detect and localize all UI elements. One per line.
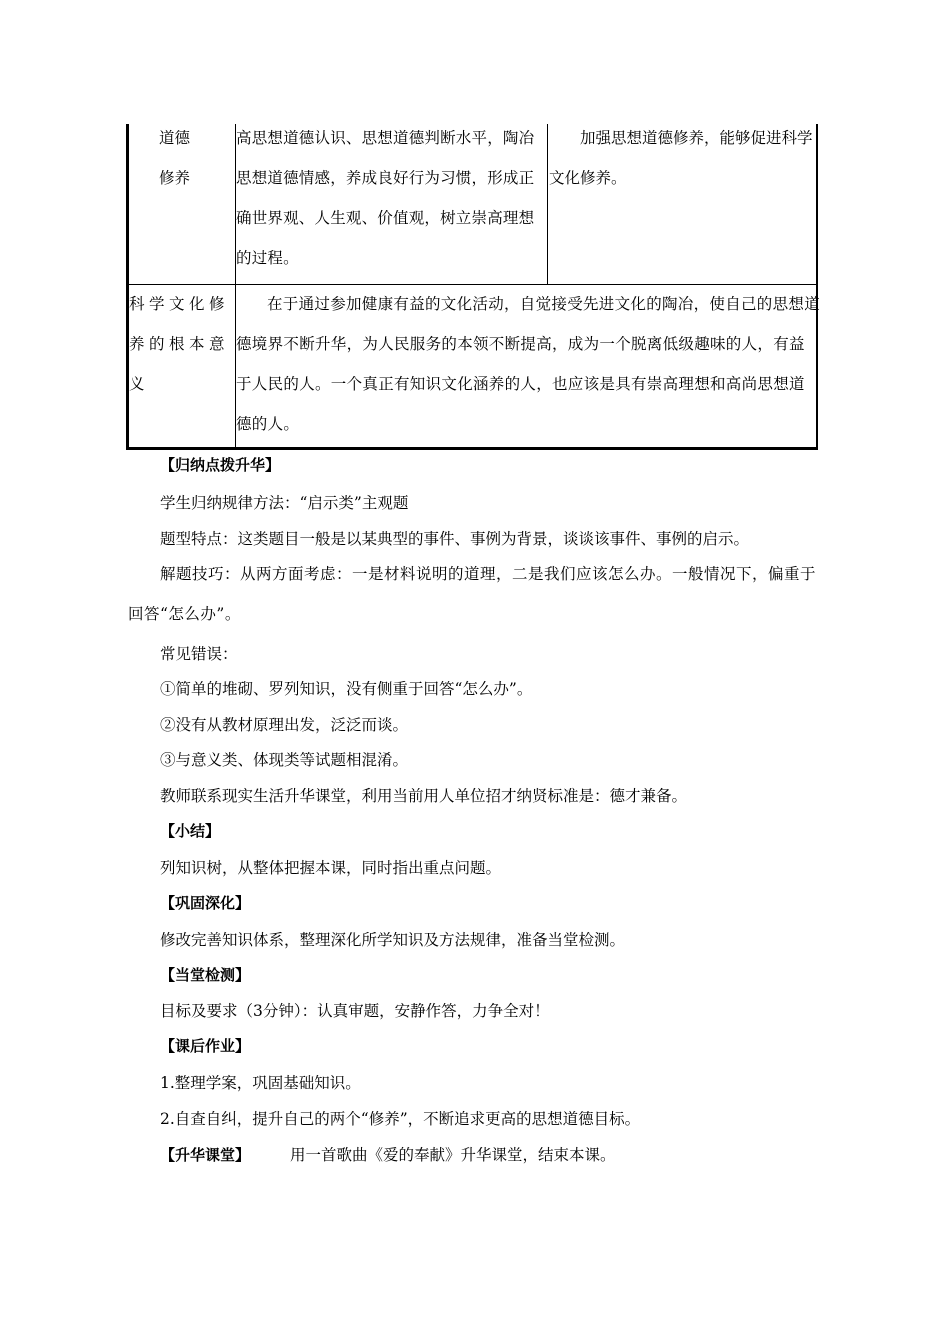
feature-text: 题型特点：这类题目一般是以某典型的事件、事例为背景，谈谈该事件、事例的启示。 (160, 530, 750, 548)
homework-item-1: 1.整理学案，巩固基础知识。 (160, 1074, 361, 1092)
row1-label (159, 118, 229, 198)
error-item-1: ①简单的堆砌、罗列知识，没有侧重于回答“怎么办”。 (160, 680, 533, 698)
row1-relation: 加强思想道德修养，能够促进科学文化修养。 (549, 129, 813, 187)
technique-text: 解题技巧：从两方面考虑：一是材料说明的道理，二是我们应该怎么办。一般情况下，偏重于回答“怎么办”。 (128, 565, 817, 623)
test-text: 目标及要求（3分钟）：认真审题，安静作答，力争全对！ (160, 1002, 550, 1020)
row1-definition: 高思想道德认识、思想道德判断水平，陶冶思想道德情感，养成良好行为习惯，形成正确世界观、人生观、价值观，树立崇高理想的过程。 (236, 129, 535, 267)
consolidate-heading: 【巩固深化】 (160, 894, 251, 912)
method-text: 学生归纳规律方法：“启示类”主观题 (160, 494, 409, 512)
conclusion-text: 列知识树，从整体把握本课，同时指出重点问题。 (160, 859, 502, 877)
errors-title: 常见错误： (160, 645, 238, 663)
consolidate-text: 修改完善知识体系，整理深化所学知识及方法规律，准备当堂检测。 (160, 931, 626, 949)
teacher-text: 教师联系现实生活升华课堂，利用当前用人单位招才纳贤标准是：德才兼备。 (160, 787, 688, 805)
content-table (126, 124, 821, 450)
test-heading: 【当堂检测】 (160, 966, 251, 984)
elevate-heading: 【升华课堂】 (160, 1146, 251, 1164)
elevate-line (160, 1143, 616, 1165)
row1-label-line1: 道德 (159, 129, 191, 147)
homework-item-2: 2.自查自纠，提升自己的两个“修养”，不断追求更高的思想道德目标。 (160, 1110, 641, 1128)
elevate-text: 用一首歌曲《爱的奉献》升华课堂，结束本课。 (290, 1146, 616, 1164)
row2-content: 在于通过参加健康有益的文化活动，自觉接受先进文化的陶冶，使自己的思想道德境界不断升华，为人民服务的本领不断提高，成为一个脱离低级趣味的人，有益于人民的人。一个真正有知识文化涵养的人，也应该是具有崇高理想和高尚思想道德的人。 (236, 295, 821, 433)
row2-label: 科学文化修养的根本意义 (129, 295, 230, 393)
summary-heading: 【归纳点拨升华】 (160, 456, 281, 474)
row1-label-line2: 修养 (159, 169, 191, 187)
error-item-3: ③与意义类、体现类等试题相混淆。 (160, 751, 409, 769)
conclusion-heading: 【小结】 (160, 822, 221, 840)
homework-heading: 【课后作业】 (160, 1037, 251, 1055)
error-item-2: ②没有从教材原理出发，泛泛而谈。 (160, 716, 409, 734)
